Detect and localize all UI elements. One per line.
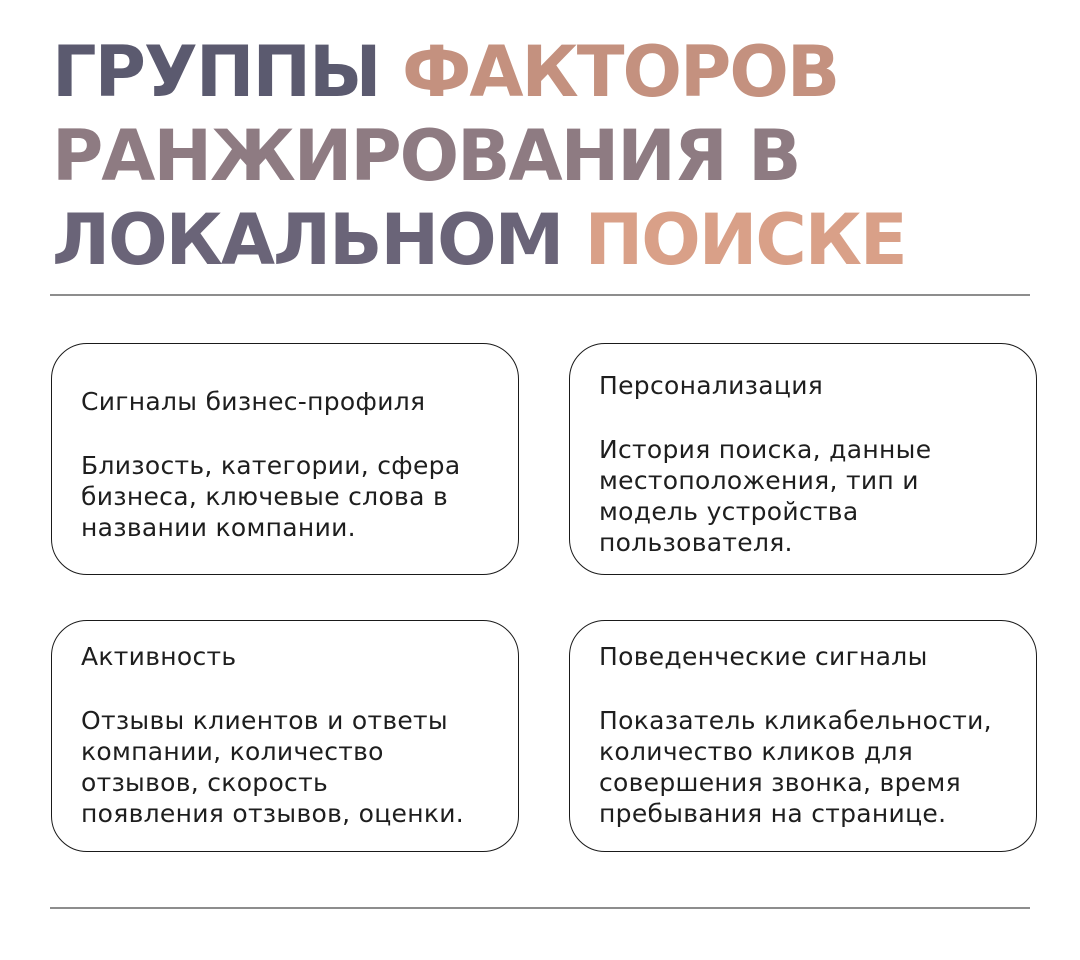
card-body-line: пребывания на странице. bbox=[599, 799, 947, 828]
factor-card-behavioral-signals bbox=[569, 620, 1037, 852]
card-body-line: История поиска, данные bbox=[599, 435, 932, 464]
card-body-line: бизнеса, ключевые слова в bbox=[81, 482, 448, 511]
card-body-line: Отзывы клиентов и ответы bbox=[81, 706, 448, 735]
card-body-line: местоположения, тип и bbox=[599, 466, 919, 495]
card-body-line: модель устройства bbox=[599, 497, 859, 526]
title-word-groups: ГРУППЫ bbox=[52, 31, 402, 113]
factor-card-activity bbox=[51, 620, 519, 852]
card-body bbox=[599, 434, 1016, 558]
card-body-line: Близость, категории, сфера bbox=[81, 451, 461, 480]
card-body-line: компании, количество bbox=[81, 737, 384, 766]
card-body-line: количество кликов для bbox=[599, 737, 914, 766]
divider-bottom bbox=[50, 907, 1030, 909]
card-heading: Персонализация bbox=[599, 371, 824, 400]
card-body-line: пользователя. bbox=[599, 528, 793, 557]
card-body-line: совершения звонка, время bbox=[599, 768, 961, 797]
card-body bbox=[81, 705, 498, 829]
title-word-ranking: РАНЖИРОВАНИЯ В bbox=[52, 115, 800, 197]
card-body bbox=[599, 705, 1016, 829]
title-word-local: ЛОКАЛЬНОМ bbox=[52, 199, 585, 281]
title-line-2 bbox=[52, 114, 906, 198]
card-body-line: Показатель кликабельности, bbox=[599, 706, 992, 735]
card-body-line: названии компании. bbox=[81, 513, 356, 542]
title-word-factors: ФАКТОРОВ bbox=[401, 31, 839, 113]
title-word-search: ПОИСКЕ bbox=[584, 199, 906, 281]
card-heading: Сигналы бизнес-профиля bbox=[81, 387, 426, 416]
factor-card-business-profile bbox=[51, 343, 519, 575]
title-line-1 bbox=[52, 30, 906, 114]
title-line-3 bbox=[52, 198, 906, 282]
divider-top bbox=[50, 294, 1030, 296]
card-body-line: появления отзывов, оценки. bbox=[81, 799, 465, 828]
card-body-line: отзывов, скорость bbox=[81, 768, 328, 797]
factor-card-personalization bbox=[569, 343, 1037, 575]
page-title bbox=[52, 30, 906, 282]
card-heading: Поведенческие сигналы bbox=[599, 642, 928, 671]
card-heading: Активность bbox=[81, 642, 237, 671]
card-body bbox=[81, 450, 498, 543]
